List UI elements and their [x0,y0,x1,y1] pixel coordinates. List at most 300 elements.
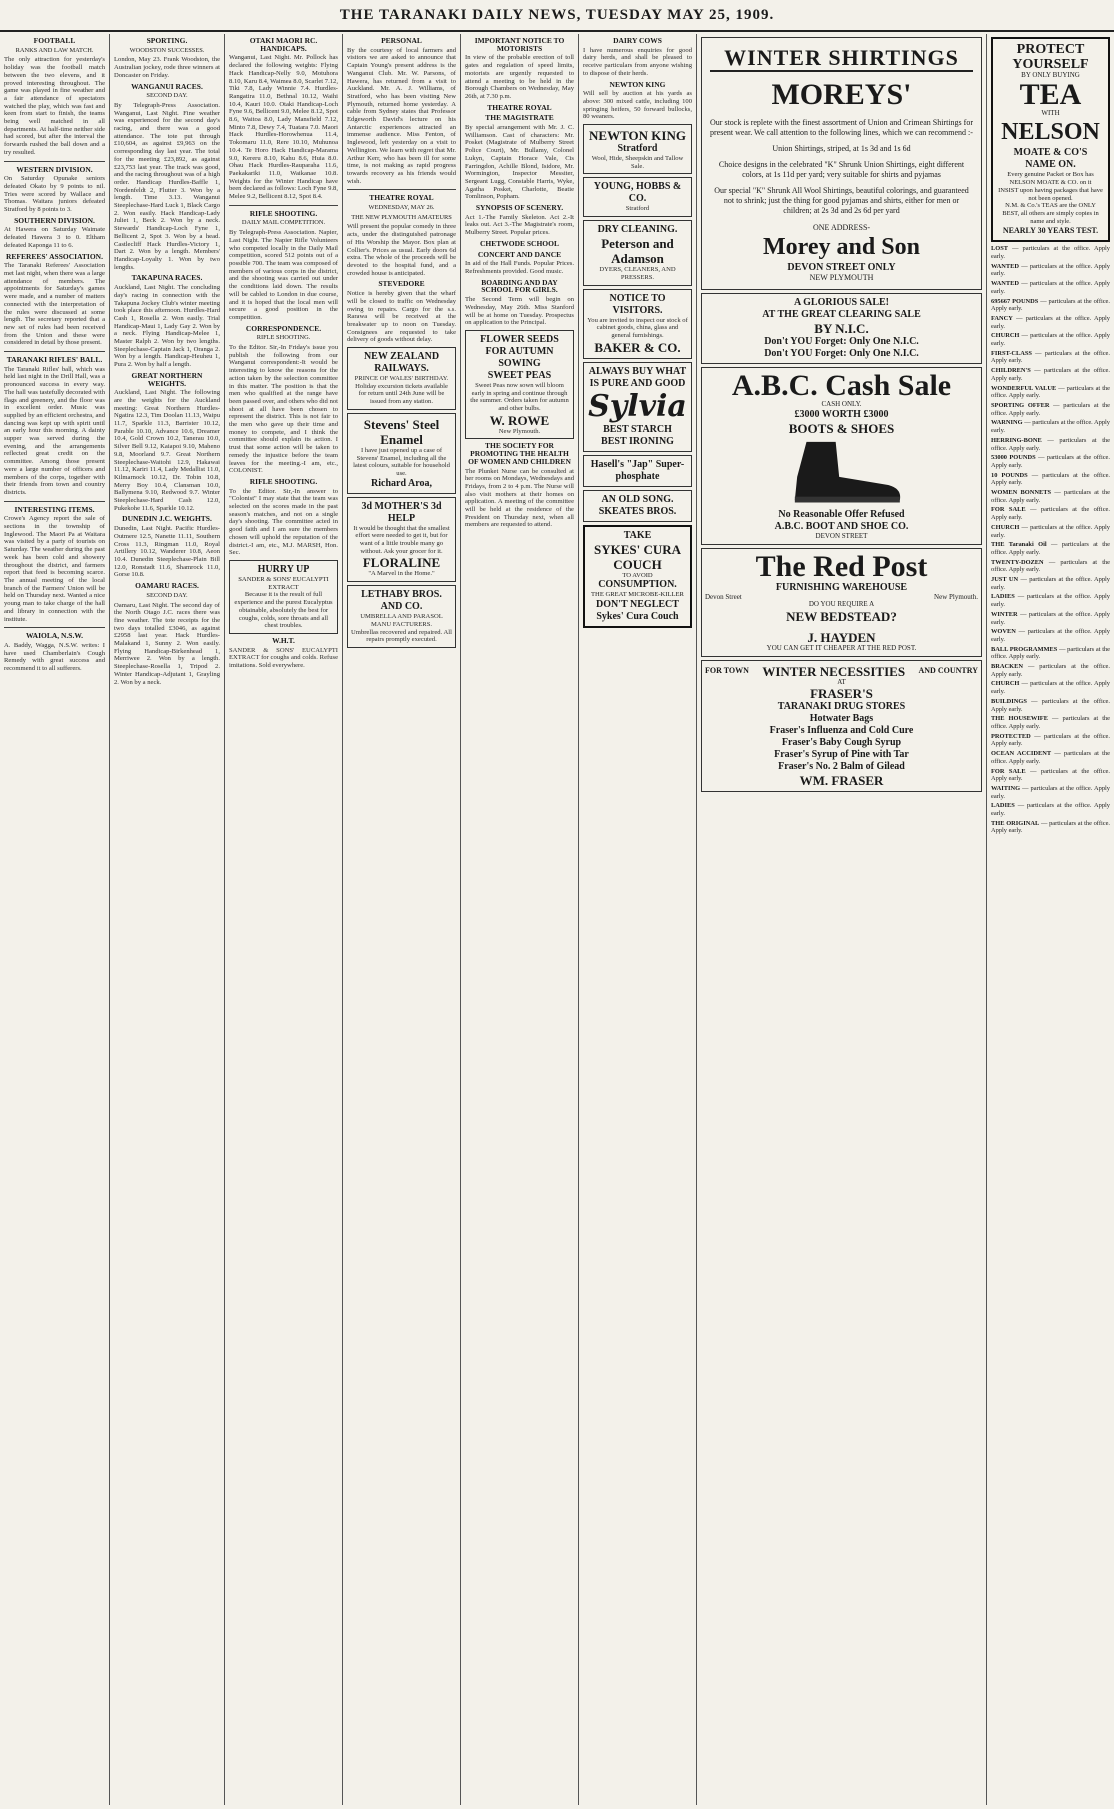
filler-text: SANDER & SONS' EUCALYPTI EXTRACT for coughs and colds. Refuse imitations. Sold everywhere. [229,646,338,670]
classified-heading: LOST [991,245,1009,253]
filler-text: — particulars at the office. Apply early. [991,645,1111,661]
subheading-ranks-law: RANKS AND LAW MATCH. [15,46,94,54]
subheading-second-day: SECOND DAY. [146,92,188,100]
always-buy: ALWAYS BUY WHAT IS PURE AND GOOD [588,365,687,389]
filler-text: It would be thought that the smallest effort were needed to get it, but for want of a little trouble many go without. Ask your grocer for it. [353,524,450,555]
classified-heading: WANTED [991,262,1020,270]
tea: TEA [1019,77,1082,111]
baby-syrup: Fraser's Baby Cough Syrup [781,737,902,749]
filler-text: To the Editor. Sir,-In answer to "Colonist" I may state that the team was selected on the scores made in the past season's matches, and not on a single day's shooting. The committee acted in good faith and I am sure the members chosen will uphold the reputation of the district.-I am, etc., M.J. MARSH, Hon. Sec. [229,487,338,557]
classified-heading: JUST UN [991,576,1019,584]
classified-item [991,437,1110,452]
best-ironing: BEST IRONING [601,435,674,447]
filler-text: — particulars at the office. Apply early. [991,245,1110,261]
heading-great-northern: GREAT NORTHERN WEIGHTS. [131,370,203,388]
filler-text: A. Baddy, Wagga, N.S.W. writes: I have used Chamberlain's Cough Remedy with great success and recommend it to all sufferers. [4,641,105,673]
classified-heading: BALL PROGRAMMES [991,645,1058,653]
skeates: SKEATES BROS. [598,505,677,517]
heading-theatre-royal: THEATRE ROYAL [369,193,434,203]
heading-sporting: SPORTING. [146,36,188,45]
heading-motorists: IMPORTANT NOTICE TO MOTORISTS [474,36,565,53]
filler-text: — particulars at the office. Apply early. [991,436,1110,452]
classified-item [991,750,1110,765]
ad-dry-cleaning [583,220,692,285]
by-nic: BY N.I.C. [814,321,869,337]
mothers-title: 3d MOTHER'S 3d HELP [361,500,442,524]
filler-text: — particulars at the office. Apply early. [991,506,1110,522]
classified-heading: THE Taranaki Oil [991,541,1047,549]
classified-heading: FIRST-CLASS [991,349,1032,357]
ad-sykes [583,525,692,628]
filler-text: Notice is hereby given that the wharf will be closed to traffic on Wednesday owing to repairs. Cargo for the s.s. Rarawa will be received at the breakwater up to noon on Tuesday. Consignees are requested to take delivery of goods without delay. [347,290,456,344]
choice-designs: Choice designs in the celebrated "K" Shrunk Union Shirtings, eight different colors, at 1s 11d per yard; very suitable for shirts and pyjamas [718,160,965,179]
cash-only: CASH ONLY. [821,400,862,409]
heading-otaki: OTAKI MAORI RC. HANDICAPS. [249,36,318,53]
classified-heading: 695667 POUNDS [991,297,1039,305]
column-otaki [225,34,343,1805]
classified-item [991,541,1110,556]
frasers: FRASER'S [810,686,873,702]
new-plymouth: NEW PLYMOUTH [809,272,874,282]
classified-item [991,524,1110,539]
filler-text: I have just opened up a case of Stevens' Enamel, including all the latest colours, suitable for household use. [353,446,450,477]
stratford: Stratford [617,143,658,155]
filler-text: — particulars at the office. Apply early. [991,541,1110,556]
classified-heading: 10 POUNDS [991,471,1028,479]
classified-item [991,245,1110,260]
filler-text: — particulars at the office. Apply early. [991,489,1110,504]
heading-dunedin: DUNEDIN J.C. WEIGHTS. [122,514,212,524]
for-town: FOR TOWN [705,666,749,676]
no-reasonable: No Reasonable Offer Refused [778,508,905,520]
heading-chetwode: CHETWODE SCHOOL [480,238,559,248]
classified-heading: TWENTY-DOZEN [991,558,1044,566]
masthead: THE TARANAKI DAILY NEWS, TUESDAY MAY 25, 1909. [0,0,1114,32]
filler-text: — particulars at the office. Apply early. [991,367,1110,382]
classified-item [991,472,1110,487]
nelson: NELSON [1001,119,1100,146]
filler-text: By Telegraph-Press Association. Napier, Last Night. The Napier Rifle Volunteers who competed locally in the Daily Mail competition, scored 512 points out of a possible 700. The team was composed of members of various corps in the district, and the shooting was carried out under the conditions laid down. The results will be cabled to London in due course, and it is hoped that the local men will secure a good position in the competition. [229,229,338,321]
stevens-title: Stevens' Steel Enamel [363,416,440,447]
filler-text: — particulars at the office. Apply early. [991,680,1110,696]
classified-heading: WANTED [991,280,1020,288]
classified-item [991,332,1110,347]
flower-seeds: FLOWER SEEDS FOR AUTUMN SOWING [480,333,559,369]
winter-necessities: WINTER NECESSITIES [762,663,906,679]
filler-text: Because it is the result of full experience and the purest Eucalyptus obtainable, absolutely the best for coughs, colds, sore throats and all chest troubles. [234,591,333,630]
ad-notice-visitors [583,289,692,359]
notice-visitors: NOTICE TO VISITORS. [609,292,666,316]
ad-mothers-help [347,497,456,583]
dont-neglect: DON'T NEGLECT [596,599,679,611]
heading-personal: PERSONAL [381,36,422,45]
classified-heading: WAITING [991,784,1021,792]
filler-text: — particulars at the office. Apply early. [991,332,1110,348]
filler-text: — particulars at the office. Apply early. [991,314,1110,330]
classified-item [991,506,1110,521]
filler-text: The only attraction for yesterday's holiday was the football match between the two elevens, and it proved interesting throughout. The game was played in fine weather and a fair attendance of spectators watched the play, which was fast and keen from start to finish, the teams being well matched in all departments. At half-time neither side had scored, but after the interval the forwards rushed the ball down and a try resulted. [4,56,105,156]
only-best: N.M. & Co.'s TEAS are the ONLY BEST, all others are simply copies in name and style. [1002,202,1099,225]
sweet-peas: SWEET PEAS [487,369,552,381]
column-notices [461,34,579,1805]
classified-heading: HERRING-BONE [991,436,1042,444]
ad-stevens [347,413,456,494]
special-k: Our special "K" Shrunk All Wool Shirtings, beautiful colorings, and guaranteed not to shrink; just the thing for good pyjamas and shirts, either for men or children; at 2s 3d and 2s 6d per yard [714,186,969,215]
column-classified [987,34,1114,1805]
classified-item [991,576,1110,591]
insist: INSIST upon having packages that have not been opened. [998,186,1103,202]
classified-heading: WONDERFUL VALUE [991,384,1057,392]
classified-item [991,280,1110,295]
ad-hasell [583,455,692,487]
classified-heading: LADIES [991,593,1015,601]
classified-item [991,663,1110,678]
richard-aroa: Richard Aroa, [371,477,432,489]
classified-item [991,698,1110,713]
classified-heading: WARNING [991,419,1023,427]
winter-shirtings: WINTER SHIRTINGS [710,46,973,72]
ad-abc-cash [701,367,982,544]
classified-heading: BRACKEN [991,663,1023,671]
abc-boot-co: A.B.C. BOOT AND SHOE CO. [774,520,909,532]
filler-text: — particulars at the office. Apply early. [991,576,1111,591]
young-hobbs: YOUNG, HOBBS & CO. [593,181,682,205]
filler-text: — particulars at the office. Apply early. [991,610,1110,626]
w-rowe: W. ROWE [489,412,550,428]
subheading-theatre-line: THE NEW PLYMOUTH AMATEURS [351,213,452,221]
filler-text: At Hawera on Saturday Waimate defeated Hawera 3 to 0. Eltham defeated Kaponga 11 to 6. [4,226,105,249]
classified-item [991,350,1110,365]
to-avoid: TO AVOID [622,571,653,579]
filler-text: — particulars at the office. Apply early. [991,471,1111,487]
heading-theatre-royal-2: THEATRE ROYAL [487,102,552,112]
and-country: AND COUNTRY [918,666,978,676]
filler-text: — particulars at the office. Apply early. [991,401,1110,417]
heading-football: FOOTBALL [33,36,76,45]
filler-text: — particulars at the office. Apply early. [991,558,1110,574]
classified-heading: BUILDINGS [991,697,1027,705]
classified-heading: LADIES [991,802,1015,810]
name-on: NAME ON. [1025,159,1076,171]
wm-fraser: WM. FRASER [799,773,884,789]
baker: BAKER & CO. [594,339,681,355]
classified-item [991,628,1110,643]
heading-rifle-2: RIFLE SHOOTING. [249,476,318,486]
column-football [0,34,110,1805]
ad-hurry-sub: SANDER & SONS' EUCALYPTI EXTRACT [238,576,329,591]
classified-item [991,315,1110,330]
ad-wht: W.H.T. [272,635,295,645]
forget-1: Don't YOU Forget: Only One N.I.C. [764,336,919,348]
filler-text: Will present the popular comedy in three acts, under the distinguished patronage of His Worship the Mayor. Box plan at Collier's. Prices as usual. Early doors 6d extra. The whole of the proceeds will be devoted to the hospital fund, and a crowded house is anticipated. [347,223,456,277]
filler-text: — particulars at the office. Apply early. [991,767,1110,783]
red-post: The Red Post [755,549,928,583]
heading-southern: SOUTHERN DIVISION. [14,215,95,225]
filler-text: In aid of the Hall Funds. Popular Prices. Refreshments provided. Good music. [465,260,574,275]
devon-only: DEVON STREET ONLY [787,261,896,273]
young-sub: Stratford [625,205,650,213]
lethaby-sub: UMBRELLA AND PARASOL MANU FACTURERS. [360,613,443,628]
classified-heading: CHURCH [991,332,1020,340]
classified-heading: FOR SALE [991,767,1026,775]
classified-heading: PROTECTED [991,732,1031,740]
hayden: J. HAYDEN [807,629,876,645]
classified-item [991,802,1110,817]
hayden-sub: YOU CAN GET IT CHEAPER AT THE RED POST. [766,643,917,652]
filler-text: — particulars at the office. Apply early. [991,593,1110,609]
abc-cash-sale: A.B.C. Cash Sale [731,369,952,403]
ad-lethaby [347,585,456,648]
classified-item [991,785,1110,800]
filler-text: Auckland, Last Night. The concluding day's racing in connection with the Takapuna Jockey Club's winter meeting took place this afternoon. Hurdles-Hard Cash 1, Rosella 2. Won easily. Trial Handicap-Maui 1, Lady Gay 2. Won by a neck. Flying Handicap-Melee 1, Master Ralph 2. Won by two lengths. Steeplechase-Captain Jack 1, Oranga 2. Won by a length. Handicap-Heuheu 1, Pura 2. Won by half a length. [114,284,220,369]
filler-text: — particulars at the office. Apply early. [991,784,1110,800]
filler-text: — particulars at the office. Apply early. [991,262,1110,278]
influenza: Fraser's Influenza and Cold Cure [769,725,914,737]
classified-item [991,768,1110,783]
ad-prince: PRINCE OF WALES' BIRTHDAY. [354,375,449,383]
consumption: CONSUMPTION. [598,579,677,591]
balm-gilead: Fraser's No. 2 Balm of Gilead [778,761,905,773]
peterson-sub: DYERS, CLEANERS, AND PRESSERS. [599,266,676,281]
filler-text: — particulars at the office. Apply early. [991,697,1110,713]
great-clearing: AT THE GREAT CLEARING SALE [762,309,921,321]
ad-flower-seeds [465,330,574,440]
filler-text: The Plunket Nurse can be consulted at her rooms on Mondays, Wednesdays and Fridays, from 2 to 4 p.m. The Nurse will also visit mothers at their homes on application. A meeting of the committee will be held at the residence of the President on Thursday next, when all members are requested to attend. [465,467,574,529]
filler-text: — particulars at the office. Apply early. [991,802,1110,818]
filler-text: I have numerous enquiries for good dairy herds, and shall be pleased to receive particulars from anyone wishing to dispose of their herds. [583,46,692,77]
sykes-again: Sykes' Cura Couch [596,611,679,623]
filler-text: By special arrangement with Mr. J. C. Williamson. Cast of characters: Mr. Posket (Magistrate of Mulberry Street Police Court), Mr. Bullamy, Colonel Lukyn, Captain Horace Vale, Cis Farringdon, Achille Blond, Isidore, Mr. Wormington, Inspector Messiter, Sergeant Lugg, Constable Harris, Wyke, Agatha Posket, Charlotte, Beatie Tomlinson, Popham. [465,124,574,201]
classified-heading: FANCY [991,314,1013,322]
column-personal [343,34,461,1805]
classified-list [991,245,1110,835]
filler-text: Holiday excursion tickets available for return until 24th June will be issued from any station. [355,382,448,406]
classified-heading: CHURCH [991,680,1020,688]
filler-text: In view of the probable erection of toll gates and regulation of speed limits, motorists are urgently requested to attend a meeting to be held in the Borough Chambers on Wednesday, May 26th, at 7.30 p.m. [465,54,574,100]
subheading-rifle-shooting: RIFLE SHOOTING. [256,334,311,342]
take: TAKE [623,529,652,541]
filler-text: Will sell by auction at his yards as above: 300 mixed cattle, including 100 springing heifers, 50 forward bullocks, 80 weaners. [583,90,692,121]
ad-old-song [583,490,692,522]
by-only: BY ONLY BUYING [1021,71,1080,79]
hotwater: Hotwater Bags [809,713,874,725]
winter-necessities-row [705,664,978,679]
filler-text: Oamaru, Last Night. The second day of the North Otago J.C. races there was fine weather. The tote receipts for the two days totalled £3046, as against £2958 last year. Hack Hurdles-Malakand 1, Sunny 2. Won easily. Flying Handicap-Birkenhead 1, Merriwee 2. Won by a length. Steeplechase-Rosella 1, Tripod 2. Winter Handicap-Adjutant 1, Grayling 2. Won by a neck. [114,601,220,686]
heading-concert: CONCERT AND DANCE [477,249,562,259]
classified-item [991,593,1110,608]
at: AT [837,677,846,686]
rowe-sub: New Plymouth. [498,427,541,435]
classified-heading: SPORTING OFFER [991,401,1050,409]
classified-item [991,367,1110,382]
lethaby-title: LETHABY BROS. AND CO. [361,589,442,613]
filler-text: — particulars at the office. Apply early. [991,628,1110,643]
new-plymouth-2: New Plymouth. [934,592,978,601]
filler-text: Act 1.-The Family Skeleton. Act 2.-It leaks out. Act 3.-The Magistrate's room, Mulberry Street. Popular prices. [465,213,574,237]
best-starch: BEST STARCH [603,423,672,435]
heading-wanganui: WANGANUI RACES. [131,81,203,91]
subheading-daily-mail: DAILY MAIL COMPETITION. [241,219,326,227]
taranaki-drug: TARANAKI DRUG STORES [777,701,906,713]
classified-heading: WINTER [991,610,1018,618]
morey-and-son: Morey and Son [763,233,920,260]
heading-rifles-ball: TARANAKI RIFLES' BALL. [6,355,103,365]
filler-text: — particulars at the office. Apply early. [991,297,1110,313]
classified-item [991,820,1110,835]
new-bedstead: NEW BEDSTEAD? [786,608,897,624]
classified-heading: WOVEN [991,628,1016,636]
ad-hurry-title: HURRY UP [257,564,310,575]
abc-devon: DEVON STREET [815,531,868,540]
heading-magistrate: THE MAGISTRATE [485,113,554,123]
sykes-cura: SYKES' CURA COUCH [593,541,682,572]
filler-text: — particulars at the office. Apply early. [991,715,1111,730]
ad-railways [347,347,456,410]
filler-text: — particulars at the office. Apply early. [991,732,1110,748]
ad-newton-king-stratford [583,124,692,174]
column-sporting [110,34,225,1805]
ad-young-hobbs [583,177,692,217]
ad-moreys [701,37,982,290]
one-address: ONE ADDRESS- [812,223,871,232]
classified-item [991,454,1110,469]
filler-text: The Taranaki Rifles' ball, which was held last night in the Drill Hall, was a pronounced success in every way. The hall was tastefully decorated with flags and greenery, and the floor was in excellent order. Music was supplied by an efficient orchestra, and dancing was kept up with spirit until an early hour this morning. A dainty supper was served during the evening, and the arrangements reflected great credit on the committee. Among those present were a large number of officers and members of the corps, together with their friends from town and country districts. [4,365,105,496]
heading-boarding: BOARDING AND DAY SCHOOL FOR GIRLS. [481,277,558,295]
heading-stevedore: STEVEDORE [378,279,425,289]
moate: MOATE & CO'S [1013,147,1088,159]
classified-item [991,715,1110,730]
classified-item [991,646,1110,661]
floraline: FLORALINE [362,555,441,571]
heading-interesting: INTERESTING ITEMS. [14,504,95,514]
filler-text: By Telegraph-Press Association. Wanganui, Last Night. Fine weather was experienced for the second day's racing, and there was a good attendance. The tote put through £10,604, as against £9,963 on the corresponding day last year. The total for the meeting £23,892, as against £23,753 last year. The track was good, and the racing throughout was of a high order. Handicap Hurdles-Baffle 1, Nordenfeldt 2, Flutter 3. Won by a length. Time 3.13. Wanganui Steeplechase-Hard Luck 1, Black Cargo 2. Won easily. Hack Handicap-Lady Juliet 1, Beck 2. Won by a neck. Stewards' Handicap-Loch Fyne 1, Bellicent 2, Spot 3. Won by a head. Castlecliff Hack Hurdles-Victory 1, Dart 2. Won by a length. Members' Handicap-Loyalty 1. Won by two lengths. [114,101,220,271]
classified-item [991,402,1110,417]
classified-item [991,263,1110,278]
filler-text: You are invited to inspect our stock of cabinet goods, china, glass and general furnishings. [587,316,688,339]
furnishing: FURNISHING WAREHOUSE [775,581,908,593]
heading-waiola: WAIOLA, N.S.W. [25,631,84,641]
heading-newton-king: NEWTON KING [609,79,666,89]
protect-yourself: PROTECT YOURSELF [1012,42,1089,72]
union-shirtings: Union Shirtings, striped, at 1s 3d and 1s 6d [772,144,911,153]
heading-society: THE SOCIETY FOR PROMOTING THE HEALTH OF WOMEN AND CHILDREN [468,441,571,466]
filler-text: Sweet Peas now sown will bloom early in spring and continue through the summer. Orders taken for autumn and other bulbs. [470,381,569,413]
filler-text: By the courtesy of local farmers and visitors we are asked to announce that Captain Young's present address is the Wanganui Club. Mr. W. Parsons, of Hawera, has returned from a visit to Auckland. Mr. A. J. Williams, of Stratford, who has been visiting New Plymouth, returned home yesterday. A cable from Sydney states that Professor Edgeworth David's lecture on his Antarctic experiences attracted an immense audience. Miss Fenton, of Inglewood, left yesterday on a visit to Wellington. We learn with regret that Mr. Arthur Kerr, who has been ill for some time, is not making as rapid progress towards recovery as his friends would wish. [347,46,456,185]
heading-referees: REFEREES' ASSOCIATION. [6,251,103,261]
filler-text: Auckland, Last Night. The following are the weights for the Auckland meeting: Great Northern Hurdles-Ngatira 12.3, Tim Doolan 11.13, Waipu 11.7, Sparkle 11.3, Barrister 10.12, Parable 10.10, Advance 10.6, Dreamer 10.4, Gold Crown 10.2, Tanerau 10.0, Silver Bell 9.12, Kaiapoi 9.10, Maheno 9.8, Moorland 9.7. Great Northern Steeplechase-Waitohi 12.9, Hakawai 11.12, Kariri 11.4, Lady Medallist 11.0, Kilmarnock 10.12, Dr. Tobin 10.8, Merry Boy 10.4, Clansman 10.0, Ballymena 9.10, Redwood 9.7. Winter Steeplechase-Hard Cash 12.0, Pukekohe 11.6, Sparkle 10.12. [114,389,220,512]
peterson: Peterson and Adamson [601,236,674,267]
filler-text: The Second Term will begin on Wednesday, May 26th. Miss Stanford will be at home on Tuesday. Prospectus on application to the Principal. [465,296,574,327]
every-genuine: Every genuine Packet or Box has NELSON MOATE & CO. on it [1007,171,1094,187]
filler-text: — particulars at the office. Apply early. [991,384,1110,400]
filler-text: — particulars at the office. Apply early. [991,454,1110,469]
heading-oamaru: OAMARU RACES. [135,581,199,591]
old-song: AN OLD SONG. [601,493,674,505]
dry-cleaning: DRY CLEANING. [597,224,678,236]
classified-item [991,611,1110,626]
filler-text: — particulars at the office. Apply early. [991,523,1110,539]
classified-item [991,680,1110,695]
microbe-killer: THE GREAT MICROBE-KILLER [591,591,684,599]
filler-text: Dunedin, Last Night. Pacific Hurdles-Outmere 12.5, Nanette 11.11, Southern Cross 11.3, Ringman 11.0, Royal Artillery 10.12, Wanderer 10.8, Aeon 10.4. Dunedin Steeplechase-Plain Bill 12.0, Ronstadt 11.6, Shamrock 11.0, Gorse 10.8. [114,525,220,579]
ad-nic-sale [701,293,982,364]
filler-text: — particulars at the office. Apply early. [991,349,1110,365]
devon-street: Devon Street [705,592,742,601]
newton-king-2: NEWTON KING [589,128,686,144]
heading-rifle: RIFLE SHOOTING. [249,208,318,218]
ad-frasers [701,660,982,793]
glorious-sale: A GLORIOUS SALE! [793,297,890,309]
sylvia-logo: Sylvia [588,388,687,424]
floraline-sub: "A Marvel in the Home." [368,570,435,578]
subheading-oamaru-second: SECOND DAY. [146,591,188,599]
heading-takapuna: TAKAPUNA RACES. [131,273,203,283]
filler-text: To the Editor. Sir,-In Friday's issue you publish the following from our Wanganui correspondent:-It would be interesting to know the reasons for the action taken by the selection committee in this matter. The position is that the men who qualified at the range have been passed over, and others who did not shoot at all have been chosen to represent the district. This is not fair to the men who gave up their time and money to compete, and I think the committee should explain its action. I trust that some action will be taken to remedy the injustice before the team leaves for the meeting.-I am, etc., COLONIST. [229,344,338,475]
classified-heading: 53000 POUNDS [991,454,1036,462]
filler-text: London, May 23. Frank Woodston, the Australian jockey, rode three winners at Doncaster on Friday. [114,56,220,79]
hasell: Hasell's "Jap" Super-phosphate [590,458,685,482]
classified-heading: CHILDREN'S [991,367,1031,375]
ad-nz-railways: NEW ZEALAND RAILWAYS. [363,351,440,375]
filler-text: — particulars at the office. Apply early. [991,419,1110,435]
filler-text: — particulars at the office. Apply early. [991,663,1110,678]
classified-heading: OCEAN ACCIDENT [991,750,1052,758]
forget-2: Don't YOU Forget: Only One N.I.C. [764,348,919,360]
heading-correspondence: CORRESPONDENCE. [245,323,322,333]
ad-hurry-up [229,560,338,634]
filler-text: Umbrellas recovered and repaired. All repairs promptly executed. [351,628,452,644]
filler-text: — particulars at the office. Apply early. [991,819,1110,835]
moreys-text: Our stock is replete with the finest assortment of Union and Crimean Shirtings for present wear. We call attention to the following lines, which we can recommend :- [710,118,973,137]
classified-heading: CHURCH [991,523,1020,531]
worth: £3000 WORTH £3000 [794,409,889,421]
filler-text: Crowe's Agency report the sale of sections in the township of Inglewood. The Maori Pa at Waitara was visited by a party of tourists on Saturday. The weather during the past week has been cold and showery throughout the district, and farmers report that feed is becoming scarce. The annual meeting of the local branch of the Farmers' Union will be held on Thursday next. Wanted a nice young man to take charge of the hall and library in connection with the institute. [4,515,105,623]
heading-synopsis: SYNOPSIS OF SCENERY. [475,203,564,213]
column-dairy [579,34,697,1805]
nearly-30: NEARLY 30 YEARS TEST. [1002,226,1099,236]
pine-tar: Fraser's Syrup of Pine with Tar [774,749,909,761]
classified-heading: THE ORIGINAL [991,819,1040,827]
subheading-theatre-date: WEDNESDAY, MAY 26. [368,204,435,212]
classified-item [991,489,1110,504]
classified-item [991,298,1110,313]
column-advertisements [697,34,987,1805]
ad-red-post [701,548,982,657]
bedstead-q: DO YOU REQUIRE A [808,600,875,609]
boots-shoes: BOOTS & SHOES [788,421,895,437]
filler-text: Wanganui, Last Night. Mr. Pollock has declared the following weights: Flying Hack Handicap-Nelly 9.0, Motuhora 8.10, Karu 8.4, Waimea 8.0, Scarlet 7.12, Tiki 7.8, Lady Winnie 7.4. Hurdles-Rangatira 11.0, Bethnal 10.12, Waihi 10.4, Kauri 10.0. Otaki Handicap-Loch Fyne 9.6, Bellicent 9.0, Melee 8.12, Spot 8.6, Waitoa 8.0, Lady Mansfield 7.12, Minto 7.8, Dewy 7.4, Tuatara 7.0. Maori Hack Hurdles-Horowhenua 11.4, Tokomaru 11.0, Rere 10.10, Muhunoa 10.4. Te Horo Hack Handicap-Marama 9.0, Kereru 8.10, Kahu 8.6, Huia 8.0. Ohau Hack Hurdles-Rauparaha 11.6, Paekakariki 11.0, Waikanae 10.8. Weights for the Winter Handicap have been declared as follows: Loch Fyne 9.8, Melee 9.2, Bellicent 8.12, Spot 8.4. [229,54,338,201]
heading-dairy-cows: DAIRY COWS [613,36,662,45]
classified-item [991,559,1110,574]
classified-heading: WOMEN BONNETS [991,489,1052,497]
moreys: MOREYS' [771,78,912,111]
ad-sylvia [583,362,692,452]
boot-illustration [705,436,978,506]
filler-text: On Saturday Opunake seniors defeated Okato by 9 points to nil. Tries were scored by Wallace and Thomas. Waitara juniors defeated Stratford by 8 points to 3. [4,175,105,214]
heading-western: WESTERN DIVISION. [16,164,93,174]
filler-text: The Taranaki Referees' Association met last night, when there was a large attendance of members. The appointments for Saturday's games were made, and a number of matters connected with the interpretation of the rules were discussed at some length. The secretary reported that a new set of rules had been received from the Union and these were considered in detail by those present. [4,262,105,347]
filler-text: — particulars at the office. Apply early. [991,280,1110,295]
ad-nelson-tea [991,37,1110,242]
with: WITH [1041,108,1060,117]
subheading-woodston: WOODSTON SUCCESSES. [129,46,205,54]
classified-heading: THE HOUSEWIFE [991,715,1048,723]
classified-item [991,733,1110,748]
classified-heading: FOR SALE [991,506,1026,514]
filler-text: — particulars at the office. Apply early. [991,750,1110,765]
classified-item [991,419,1110,434]
wool-sale: Wool, Hide, Sheepskin and Tallow Sale. [591,155,684,170]
